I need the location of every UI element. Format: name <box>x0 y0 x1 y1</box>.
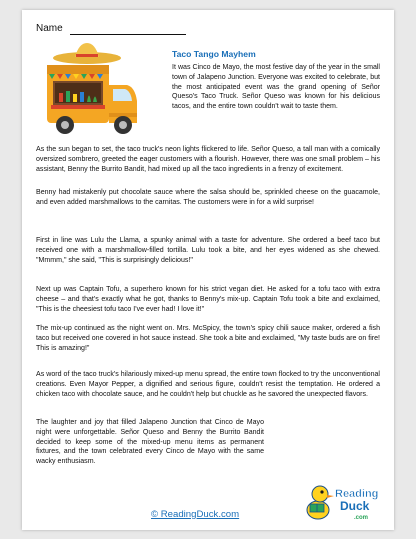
story-paragraph-3: Benny had mistakenly put chocolate sauce where the salsa should be, sprinkled cheese on the guacamole, and even added marshmallows to the carnitas. The customers were in for a wild surprise! <box>36 189 380 206</box>
readingduck-link[interactable]: © ReadingDuck.com <box>151 509 240 520</box>
taco-truck-illustration <box>35 43 145 143</box>
story-paragraph-7: As word of the taco truck's hilariously mixed-up menu spread, the entire town flocked to try the unconventional creations. Even Mayor Pepper, a dignified and serious figure, couldn't resist the temptation. He ordered a chicken taco with chocolate sauce, and he couldn't help but chuckle as he savored the unexpected flavors. <box>36 371 380 398</box>
logo-text-duck: Duck <box>340 499 370 513</box>
name-label: Name <box>36 23 63 34</box>
name-blank-line <box>70 34 186 35</box>
story-paragraph-8: The laughter and joy that filled Jalapeno Junction that Cinco de Mayo night were unforgettable. Señor Queso and Benny the Burrito Bandit decided to keep some of the mixed-up menu items as permanent fixtures, and the town celebrated every Cinco de Mayo with the same wacky enthusiasm. <box>36 419 264 465</box>
story-paragraph-6: The mix-up continued as the night went on. Mrs. McSpicy, the town's spicy chili sauce maker, ordered a fish taco but received one covered in hot sauce instead. She took a bite and exclaimed, "My taste buds are on fire! This is amazing!" <box>36 325 380 352</box>
logo-text-dotcom: .com <box>354 515 369 521</box>
story-paragraph-4: First in line was Lulu the Llama, a spunky animal with a taste for adventure. She ordered a beef taco but received one with a marshmallow-filled tortilla. Lulu took a bite, and her eyes widened as she chewed. "Mmmm," she said, "This is surprisingly delicious!" <box>36 237 380 264</box>
story-paragraph-1: It was Cinco de Mayo, the most festive day of the year in the small town of Jalapeno Junction. Everyone was excited to celebrate, but the most anticipated event was the grand opening of Señor Queso's Taco Truck. Señor Queso was known for his delicious tacos, and the entire town couldn't wait to taste them. <box>172 64 380 110</box>
story-paragraph-5: Next up was Captain Tofu, a superhero known for his strict vegan diet. He asked for a tofu taco with extra cheese – and that's exactly what he got, thanks to Benny's mix-up. Captain Tofu took a bite and exclaimed, "This is the cheesiest tofu taco I've ever had! I love it!" <box>36 286 380 313</box>
readingduck-logo <box>304 480 380 524</box>
story-paragraph-2: As the sun began to set, the taco truck's neon lights flickered to life. Señor Queso, a tall man with a comically oversized sombrero, greeted the eager customers with a flourish. However, there was one small problem – his assistant, Benny the Burrito Bandit, had mixed up all the taco ingredients in a frenzy of excitement. <box>36 146 380 173</box>
story-title: Taco Tango Mayhem <box>172 49 256 59</box>
worksheet-page <box>22 10 394 530</box>
logo-text-reading: Reading <box>335 488 379 500</box>
